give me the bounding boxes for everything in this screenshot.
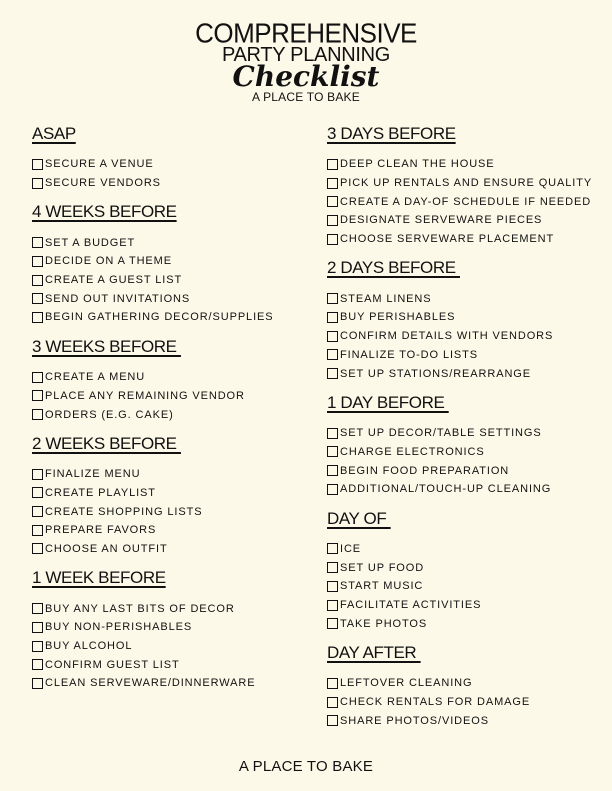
- checkbox[interactable]: [32, 159, 43, 170]
- checklist-item[interactable]: [32, 368, 304, 387]
- checklist-item[interactable]: [32, 502, 304, 521]
- checklist-item[interactable]: [32, 174, 304, 193]
- checklist-item[interactable]: [327, 346, 597, 365]
- section-gap: [327, 383, 597, 393]
- checklist-item-label: SECURE VENDORS: [45, 177, 161, 190]
- checklist-item[interactable]: [32, 674, 304, 693]
- checklist-item[interactable]: [327, 364, 597, 383]
- checklist-item[interactable]: [327, 443, 597, 462]
- section-gap: [32, 424, 304, 434]
- checklist-item-label: LEFTOVER CLEANING: [340, 677, 473, 690]
- checkbox[interactable]: [32, 487, 43, 498]
- checklist-item-label: CREATE A DAY-OF SCHEDULE IF NEEDED: [340, 195, 592, 208]
- checklist-item[interactable]: [32, 540, 304, 559]
- right-column: [327, 124, 597, 730]
- checklist-item-label: BUY ANY LAST BITS OF DECOR: [45, 602, 235, 615]
- checkbox[interactable]: [327, 196, 338, 207]
- checkbox[interactable]: [32, 256, 43, 267]
- checkbox[interactable]: [32, 641, 43, 652]
- section-2-weeks-before: [32, 434, 304, 558]
- section-title: ASAP: [32, 124, 76, 143]
- checklist-item-label: FACILITATE ACTIVITIES: [340, 599, 482, 612]
- checklist-item-label: CHOOSE SERVEWARE PLACEMENT: [340, 233, 555, 246]
- checkbox[interactable]: [327, 234, 338, 245]
- section-gap: [327, 633, 597, 643]
- checklist-item-label: DESIGNATE SERVEWARE PIECES: [340, 214, 543, 227]
- checklist-item[interactable]: [327, 558, 597, 577]
- checklist-item[interactable]: [327, 308, 597, 327]
- checklist-item[interactable]: [327, 711, 597, 730]
- checklist-item-label: SET A BUDGET: [45, 236, 136, 249]
- checkbox[interactable]: [327, 446, 338, 457]
- checklist-item-label: CONFIRM GUEST LIST: [45, 658, 180, 671]
- section-title: 4 WEEKS BEFORE: [32, 202, 177, 222]
- checkbox[interactable]: [32, 506, 43, 517]
- checklist-item[interactable]: [32, 637, 304, 656]
- checklist-item[interactable]: [32, 155, 304, 174]
- checklist-item-label: ICE: [340, 542, 362, 555]
- checkbox[interactable]: [327, 428, 338, 439]
- checklist-item-label: SHARE PHOTOS/VIDEOS: [340, 714, 489, 727]
- footer-brand: A PLACE TO BAKE: [238, 758, 374, 775]
- checklist-item-label: CLEAN SERVEWARE/DINNERWARE: [45, 677, 256, 690]
- checkbox[interactable]: [327, 697, 338, 708]
- section-gap: [32, 327, 304, 337]
- checklist-item-label: BUY ALCOHOL: [45, 640, 133, 653]
- checkbox[interactable]: [32, 237, 43, 248]
- checklist-item[interactable]: [32, 599, 304, 618]
- checklist-item-label: CREATE SHOPPING LISTS: [45, 505, 203, 518]
- checklist-item-label: CONFIRM DETAILS WITH VENDORS: [340, 330, 554, 343]
- checkbox[interactable]: [32, 622, 43, 633]
- checklist-item-label: CREATE A MENU: [45, 371, 146, 384]
- section-gap: [327, 248, 597, 258]
- section-gap: [32, 192, 304, 202]
- checkbox[interactable]: [32, 372, 43, 383]
- checkbox[interactable]: [32, 659, 43, 670]
- section-4-weeks-before: [32, 202, 304, 326]
- checkbox[interactable]: [327, 562, 338, 573]
- section-title: 3 WEEKS BEFORE: [32, 336, 181, 356]
- checkbox[interactable]: [327, 178, 338, 189]
- checklist-item-label: TAKE PHOTOS: [340, 617, 428, 630]
- checklist-item-label: CREATE A GUEST LIST: [45, 274, 183, 287]
- checkbox[interactable]: [32, 275, 43, 286]
- checklist-item[interactable]: [32, 405, 304, 424]
- title-line-1: COMPREHENSIVE: [195, 17, 417, 49]
- section-title: DAY AFTER: [327, 643, 421, 663]
- checklist-item[interactable]: [327, 693, 597, 712]
- checklist-item[interactable]: [327, 461, 597, 480]
- checkbox[interactable]: [32, 469, 43, 480]
- checklist-item[interactable]: [32, 618, 304, 637]
- checkbox[interactable]: [32, 543, 43, 554]
- checkbox[interactable]: [32, 525, 43, 536]
- checkbox[interactable]: [327, 465, 338, 476]
- checklist-item[interactable]: [32, 252, 304, 271]
- section-gap: [327, 499, 597, 509]
- checklist-item-label: BEGIN FOOD PREPARATION: [340, 464, 510, 477]
- checklist-item-label: STEAM LINENS: [340, 292, 432, 305]
- checklist-item-label: ADDITIONAL/TOUCH-UP CLEANING: [340, 483, 552, 496]
- section-title: 2 WEEKS BEFORE: [32, 433, 181, 453]
- checklist-item[interactable]: [32, 484, 304, 503]
- checklist-item-label: SET UP DECOR/TABLE SETTINGS: [340, 427, 542, 440]
- checkbox[interactable]: [32, 178, 43, 189]
- checklist-item-label: FINALIZE MENU: [45, 468, 141, 481]
- section-2-days-before: [327, 258, 597, 382]
- section-1-day-before: [327, 393, 597, 499]
- checkbox[interactable]: [32, 312, 43, 323]
- checklist-item-label: CHARGE ELECTRONICS: [340, 445, 485, 458]
- checklist-item-label: PREPARE FAVORS: [45, 524, 157, 537]
- checklist-item-label: CREATE PLAYLIST: [45, 486, 156, 499]
- checklist-item-label: SECURE A VENUE: [45, 158, 154, 171]
- checklist-item[interactable]: [32, 465, 304, 484]
- checklist-item[interactable]: [327, 327, 597, 346]
- checklist-item[interactable]: [327, 674, 597, 693]
- checkbox[interactable]: [327, 159, 338, 170]
- section-title: 3 DAYS BEFORE: [327, 124, 456, 143]
- section-day-of: [327, 509, 597, 633]
- checklist-item-label: BEGIN GATHERING DECOR/SUPPLIES: [45, 311, 274, 324]
- checklist-item-label: ORDERS (E.G. CAKE): [45, 408, 174, 421]
- section-title: 1 DAY BEFORE: [327, 392, 449, 412]
- checklist-item-label: DEEP CLEAN THE HOUSE: [340, 158, 495, 171]
- left-column: [32, 124, 304, 693]
- section-3-days-before: [327, 124, 597, 248]
- section-day-after: [327, 643, 597, 730]
- section-title: 2 DAYS BEFORE: [327, 258, 460, 278]
- checklist-item[interactable]: [327, 614, 597, 633]
- checkbox[interactable]: [327, 215, 338, 226]
- checklist-item-label: SEND OUT INVITATIONS: [45, 292, 191, 305]
- title-line-2: PARTY PLANNING: [221, 44, 391, 66]
- checkbox[interactable]: [327, 312, 338, 323]
- title-script: Checklist: [232, 60, 380, 93]
- checkbox[interactable]: [327, 678, 338, 689]
- section-title: DAY OF: [327, 508, 391, 528]
- section-title: 1 WEEK BEFORE: [32, 568, 166, 588]
- checkbox[interactable]: [32, 603, 43, 614]
- checklist-item[interactable]: [327, 424, 597, 443]
- checklist-item-label: START MUSIC: [340, 580, 424, 593]
- checkbox[interactable]: [327, 349, 338, 360]
- checklist-item-label: DECIDE ON A THEME: [45, 255, 172, 268]
- checklist-item[interactable]: [327, 540, 597, 559]
- checklist-item-label: SET UP STATIONS/REARRANGE: [340, 367, 531, 380]
- checklist-item[interactable]: [32, 655, 304, 674]
- checkbox[interactable]: [327, 543, 338, 554]
- checkbox[interactable]: [32, 678, 43, 689]
- header-brand: A PLACE TO BAKE: [252, 90, 360, 104]
- section-gap: [32, 558, 304, 568]
- section-asap: [32, 124, 304, 192]
- checklist-item[interactable]: [32, 271, 304, 290]
- section-3-weeks-before: [32, 337, 304, 424]
- checkbox[interactable]: [32, 293, 43, 304]
- section-1-week-before: [32, 568, 304, 692]
- checkbox[interactable]: [327, 368, 338, 379]
- checklist-item-label: BUY PERISHABLES: [340, 311, 456, 324]
- checkbox[interactable]: [32, 390, 43, 401]
- checkbox[interactable]: [327, 715, 338, 726]
- checklist-item[interactable]: [327, 174, 597, 193]
- checkbox[interactable]: [327, 600, 338, 611]
- checklist-item-label: CHECK RENTALS FOR DAMAGE: [340, 696, 531, 709]
- checklist-item[interactable]: [327, 480, 597, 499]
- checklist-item-label: PLACE ANY REMAINING VENDOR: [45, 389, 245, 402]
- checklist-item[interactable]: [32, 233, 304, 252]
- checklist-item[interactable]: [327, 155, 597, 174]
- checkbox[interactable]: [327, 581, 338, 592]
- checklist-item[interactable]: [32, 387, 304, 406]
- checklist-item-label: FINALIZE TO-DO LISTS: [340, 348, 479, 361]
- checklist-item-label: CHOOSE AN OUTFIT: [45, 542, 168, 555]
- checkbox[interactable]: [327, 484, 338, 495]
- checklist-item-label: BUY NON-PERISHABLES: [45, 621, 193, 634]
- checklist-item[interactable]: [327, 211, 597, 230]
- checklist-item[interactable]: [327, 192, 597, 211]
- checkbox[interactable]: [327, 293, 338, 304]
- checkbox[interactable]: [327, 618, 338, 629]
- checklist-item-label: SET UP FOOD: [340, 561, 425, 574]
- checklist-item[interactable]: [327, 596, 597, 615]
- checkbox[interactable]: [32, 409, 43, 420]
- checklist-item[interactable]: [327, 230, 597, 249]
- checklist-item[interactable]: [327, 289, 597, 308]
- checklist-item[interactable]: [32, 308, 304, 327]
- checklist-item[interactable]: [32, 289, 304, 308]
- checklist-item-label: PICK UP RENTALS AND ENSURE QUALITY: [340, 177, 593, 190]
- checkbox[interactable]: [327, 331, 338, 342]
- checklist-item[interactable]: [32, 521, 304, 540]
- checklist-item[interactable]: [327, 577, 597, 596]
